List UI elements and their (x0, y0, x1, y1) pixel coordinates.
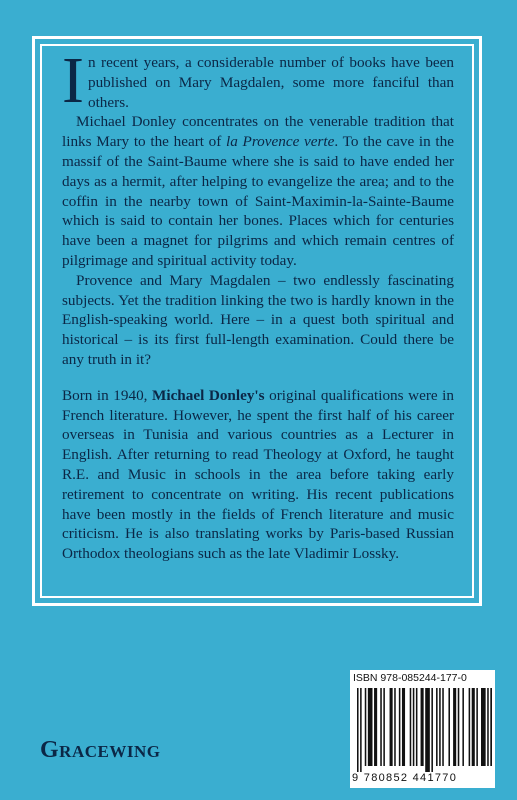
barcode-bar (416, 688, 418, 766)
barcode-bar (469, 688, 471, 766)
barcode-bar (357, 688, 359, 772)
publisher-initial: G (40, 737, 60, 763)
barcode-bar (365, 688, 367, 766)
publisher-logo (40, 737, 160, 764)
barcode-bar (481, 688, 486, 766)
blurb-paragraph-2-end: . To the cave in the massif of the Saint-Baume where she is said to have ended her days as a hermit, after helping to evangelize the area; and to the coffin in the nearby town of Saint-Maximin-la-Sainte-Baume which is said to contain her bones. Places which for centuries have been a magnet for pilgrims and which remain centres of pilgrimage and spiritual activity today. (62, 133, 454, 269)
barcode-digits: 9 780852 441770 (352, 772, 458, 784)
blurb-paragraph-3: Provence and Mary Magdalen – two endlessly fascinating subjects. Yet the tradition linking the two is hardly known in the English-speaking world. Here – in a quest both spiritual and historical – is its first full-length examination. Could there be any truth in it? (62, 271, 454, 368)
back-cover-text (62, 44, 454, 564)
author-name: Michael Donley's (152, 386, 265, 404)
barcode-bar (472, 688, 475, 766)
barcode-bar (399, 688, 401, 766)
barcode-bar (448, 688, 450, 766)
drop-cap: I (62, 44, 84, 117)
barcode-image (356, 688, 492, 772)
blurb-paragraph-2-start: Michael Donley concentrates on the venerable tradition that links Mary to the heart of (62, 113, 454, 151)
isbn-label: ISBN 978-085244-177-0 (353, 672, 467, 684)
author-bio (62, 386, 454, 564)
blurb-paragraph-1 (62, 44, 454, 117)
barcode-bar (490, 688, 492, 766)
author-bio-rest: original qualifications were in French literature. However, he spent the first half of his career overseas in Tunisia and various countries as a Lecturer in English. After returning to read Theology at Oxford, he taught R.E. and Music in schools in the area before taking early retirement to concentrate on writing. His recent publications have been mostly in the fields of French literature and music criticism. He is also translating works by Paris-based Russian Orthodox theologians such as the late Vladimir Lossky. (62, 386, 454, 563)
barcode-bar (476, 688, 478, 766)
barcode-bar (453, 688, 456, 766)
barcode-bar (425, 688, 430, 772)
barcode-bar (431, 688, 433, 772)
barcode-bar (390, 688, 393, 766)
author-bio-start: Born in 1940, (62, 386, 153, 404)
barcode-bar (360, 688, 362, 772)
blurb-paragraph-2 (62, 112, 454, 270)
barcode-bar (383, 688, 385, 766)
barcode-bar (436, 688, 438, 766)
barcode-bar (374, 688, 377, 766)
barcode-bar (421, 688, 424, 766)
barcode-bar (394, 688, 396, 766)
blurb-italic-phrase: la Provence verte (226, 133, 335, 151)
barcode-bar (410, 688, 412, 766)
publisher-name: RACEWING (59, 742, 161, 761)
paragraph-gap (62, 370, 454, 386)
barcode-bar (442, 688, 444, 766)
barcode-bar (402, 688, 405, 766)
barcode-bar (413, 688, 415, 766)
barcode-bar (368, 688, 373, 766)
barcode-bar (487, 688, 489, 766)
barcode-bar (439, 688, 441, 766)
barcode-bar (458, 688, 460, 766)
barcode-bar (462, 688, 464, 766)
barcode-bar (380, 688, 382, 766)
blurb-paragraph-1-text: n recent years, a considerable number of books have been published on Mary Magdalen, some more fanciful than others. (87, 54, 454, 111)
